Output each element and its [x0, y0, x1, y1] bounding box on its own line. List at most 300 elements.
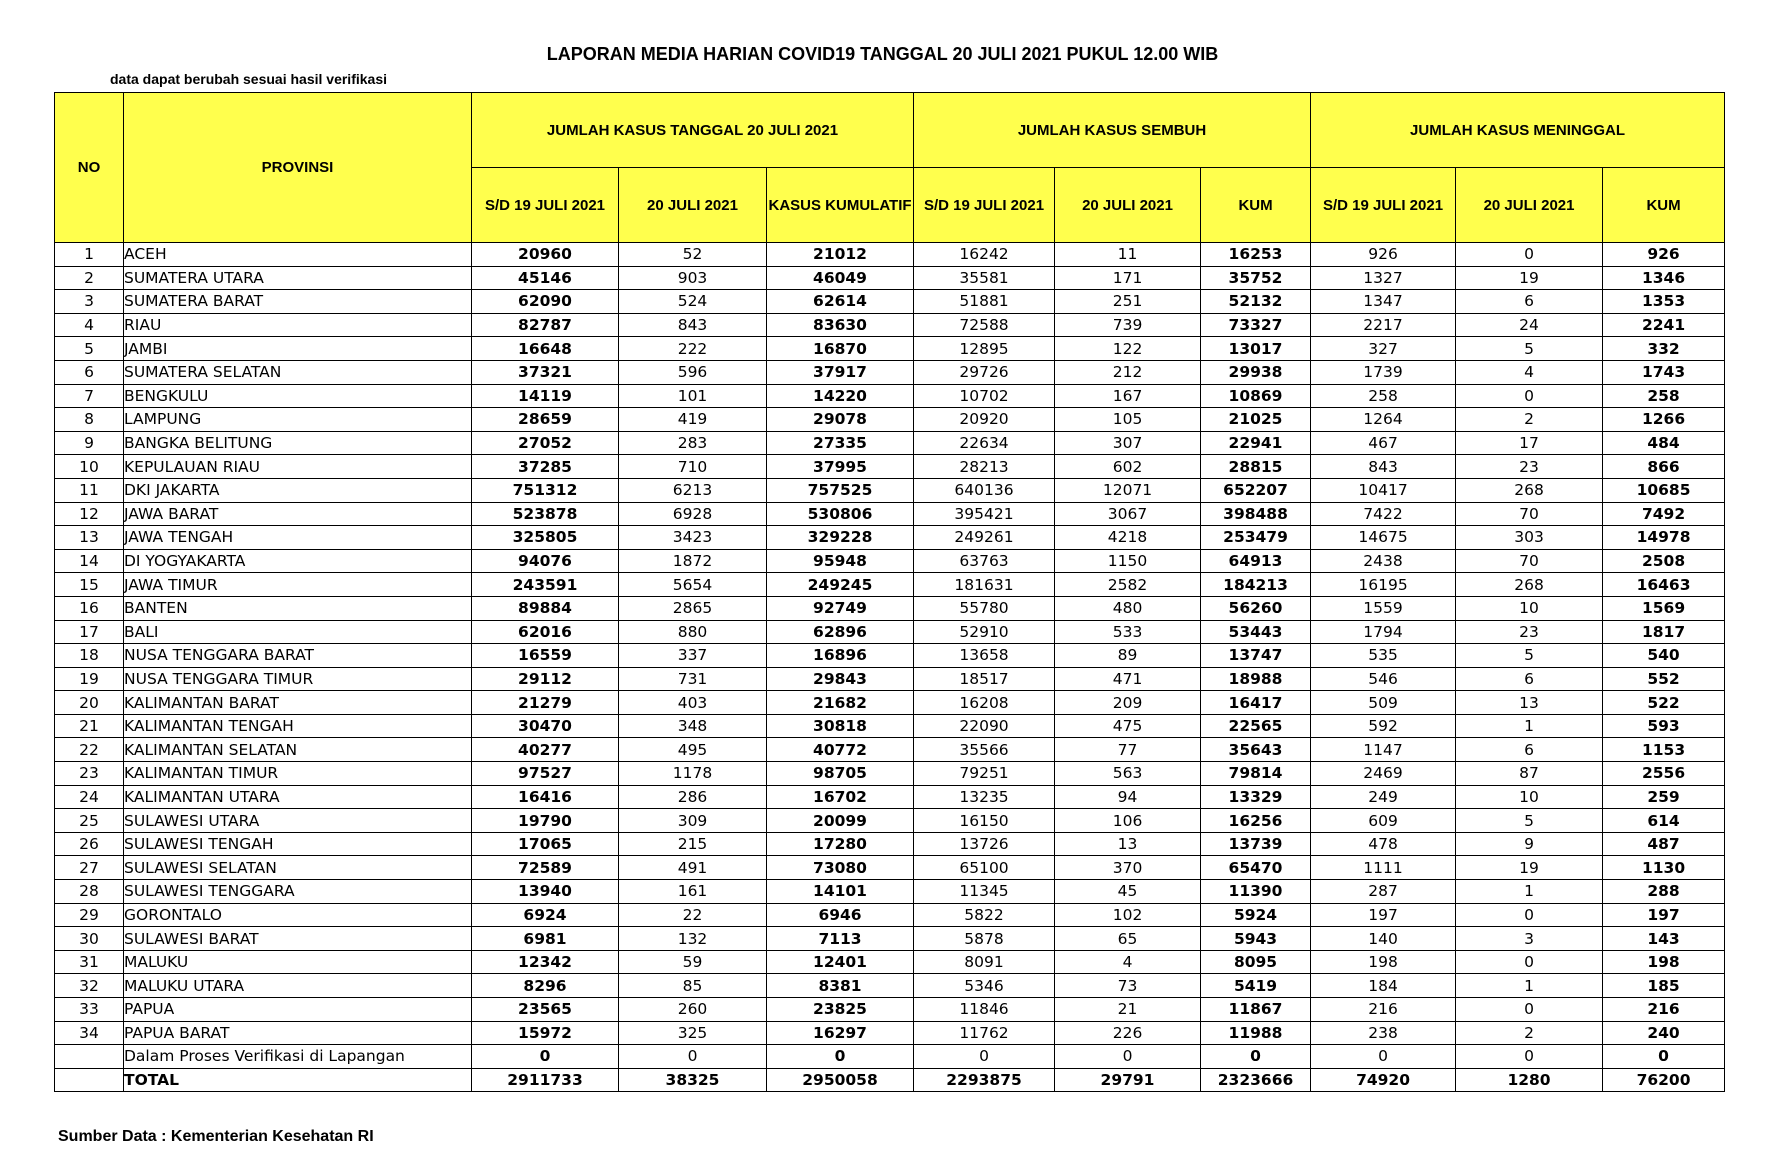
- cell-sembuh-today: 739: [1055, 313, 1201, 337]
- table-body: [55, 243, 1725, 1092]
- cell-meninggal-today: 1: [1456, 880, 1603, 904]
- table-row: [55, 667, 1725, 691]
- cell-kasus-sd: 30470: [472, 714, 619, 738]
- cell-meninggal-sd: 238: [1311, 1021, 1456, 1045]
- cell-sembuh-sd: 18517: [914, 667, 1055, 691]
- cell-sembuh-sd: 11846: [914, 998, 1055, 1022]
- table-row: [55, 762, 1725, 786]
- cell-meninggal-today: 0: [1456, 950, 1603, 974]
- cell-meninggal-kum: 1346: [1603, 266, 1725, 290]
- header-no: NO: [55, 93, 124, 243]
- cell-kasus-sd: 523878: [472, 502, 619, 526]
- cell-meninggal-today: 10: [1456, 596, 1603, 620]
- cell-meninggal-kum: 198: [1603, 950, 1725, 974]
- cell-meninggal-kum: 10685: [1603, 478, 1725, 502]
- cell-kasus-today: 880: [619, 620, 767, 644]
- cell-meninggal-today: 5: [1456, 809, 1603, 833]
- cell-sembuh-sd: 11762: [914, 1021, 1055, 1045]
- cell-sembuh-today: 307: [1055, 431, 1201, 455]
- cell-meninggal-kum: 288: [1603, 880, 1725, 904]
- cell-meninggal-kum: 593: [1603, 714, 1725, 738]
- cell-meninggal-kum: 16463: [1603, 573, 1725, 597]
- table-row: [55, 1045, 1725, 1069]
- header-group-kasus: JUMLAH KASUS TANGGAL 20 JULI 2021: [472, 93, 914, 168]
- cell-kasus-kum: 757525: [767, 478, 914, 502]
- cell-sembuh-today: 3067: [1055, 502, 1201, 526]
- cell-sembuh-sd: 249261: [914, 526, 1055, 550]
- cell-meninggal-sd: 1794: [1311, 620, 1456, 644]
- cell-row-provinsi: LAMPUNG: [124, 408, 472, 432]
- cell-sembuh-sd: 10702: [914, 384, 1055, 408]
- cell-meninggal-sd: 1111: [1311, 856, 1456, 880]
- cell-row-provinsi: JAWA TIMUR: [124, 573, 472, 597]
- cell-kasus-kum: 14101: [767, 880, 914, 904]
- cell-kasus-sd: 37285: [472, 455, 619, 479]
- cell-row-no: 15: [55, 573, 124, 597]
- table-row: [55, 714, 1725, 738]
- table-row: [55, 478, 1725, 502]
- cell-sembuh-sd: 51881: [914, 290, 1055, 314]
- cell-meninggal-today: 70: [1456, 502, 1603, 526]
- cell-row-provinsi: PAPUA: [124, 998, 472, 1022]
- cell-row-no: 21: [55, 714, 124, 738]
- cell-meninggal-today: 10: [1456, 785, 1603, 809]
- cell-sembuh-kum: 8095: [1201, 950, 1311, 974]
- cell-sembuh-today: 122: [1055, 337, 1201, 361]
- cell-meninggal-kum: 1130: [1603, 856, 1725, 880]
- cell-sembuh-kum: 16253: [1201, 243, 1311, 267]
- cell-meninggal-kum: 197: [1603, 903, 1725, 927]
- cell-sembuh-today: 21: [1055, 998, 1201, 1022]
- cell-sembuh-sd: 11345: [914, 880, 1055, 904]
- cell-row-provinsi: PAPUA BARAT: [124, 1021, 472, 1045]
- cell-row-no: 3: [55, 290, 124, 314]
- cell-meninggal-kum: 487: [1603, 832, 1725, 856]
- cell-row-provinsi: BENGKULU: [124, 384, 472, 408]
- cell-kasus-today: 101: [619, 384, 767, 408]
- cell-kasus-today: 3423: [619, 526, 767, 550]
- cell-meninggal-kum: 1266: [1603, 408, 1725, 432]
- cell-sembuh-today: 209: [1055, 691, 1201, 715]
- cell-kasus-sd: 82787: [472, 313, 619, 337]
- table-row: [55, 738, 1725, 762]
- cell-sembuh-today: 471: [1055, 667, 1201, 691]
- header-sembuh-sd: S/D 19 JULI 2021: [914, 168, 1055, 243]
- cell-meninggal-sd: 216: [1311, 998, 1456, 1022]
- cell-sembuh-today: 171: [1055, 266, 1201, 290]
- cell-sembuh-sd: 2293875: [914, 1068, 1055, 1092]
- cell-meninggal-today: 1: [1456, 974, 1603, 998]
- cell-kasus-kum: 17280: [767, 832, 914, 856]
- cell-sembuh-kum: 0: [1201, 1045, 1311, 1069]
- cell-kasus-today: 260: [619, 998, 767, 1022]
- cell-row-provinsi: SULAWESI TENGAH: [124, 832, 472, 856]
- cell-meninggal-sd: 14675: [1311, 526, 1456, 550]
- cell-meninggal-sd: 0: [1311, 1045, 1456, 1069]
- cell-meninggal-sd: 198: [1311, 950, 1456, 974]
- cell-row-no: 22: [55, 738, 124, 762]
- cell-meninggal-today: 87: [1456, 762, 1603, 786]
- cell-sembuh-kum: 184213: [1201, 573, 1311, 597]
- cell-sembuh-sd: 79251: [914, 762, 1055, 786]
- cell-kasus-kum: 98705: [767, 762, 914, 786]
- cell-meninggal-sd: 184: [1311, 974, 1456, 998]
- cell-row-provinsi: DKI JAKARTA: [124, 478, 472, 502]
- cell-sembuh-today: 105: [1055, 408, 1201, 432]
- cell-meninggal-kum: 258: [1603, 384, 1725, 408]
- cell-meninggal-today: 13: [1456, 691, 1603, 715]
- cell-meninggal-sd: 74920: [1311, 1068, 1456, 1092]
- cell-kasus-kum: 29078: [767, 408, 914, 432]
- cell-kasus-kum: 20099: [767, 809, 914, 833]
- cell-sembuh-kum: 28815: [1201, 455, 1311, 479]
- cell-kasus-today: 309: [619, 809, 767, 833]
- table-row: [55, 644, 1725, 668]
- cell-kasus-today: 710: [619, 455, 767, 479]
- cell-kasus-today: 52: [619, 243, 767, 267]
- cell-sembuh-kum: 22565: [1201, 714, 1311, 738]
- cell-kasus-today: 491: [619, 856, 767, 880]
- cell-row-provinsi: KALIMANTAN BARAT: [124, 691, 472, 715]
- covid-report-table: [54, 92, 1725, 1092]
- cell-sembuh-today: 106: [1055, 809, 1201, 833]
- cell-kasus-kum: 73080: [767, 856, 914, 880]
- report-title: LAPORAN MEDIA HARIAN COVID19 TANGGAL 20 JULI 2021 PUKUL 12.00 WIB: [546, 44, 1219, 64]
- cell-sembuh-kum: 2323666: [1201, 1068, 1311, 1092]
- cell-sembuh-sd: 16242: [914, 243, 1055, 267]
- cell-kasus-kum: 6946: [767, 903, 914, 927]
- cell-sembuh-kum: 13747: [1201, 644, 1311, 668]
- cell-sembuh-kum: 5943: [1201, 927, 1311, 951]
- cell-sembuh-today: 212: [1055, 360, 1201, 384]
- cell-sembuh-today: 0: [1055, 1045, 1201, 1069]
- cell-sembuh-today: 370: [1055, 856, 1201, 880]
- cell-row-no: 4: [55, 313, 124, 337]
- cell-meninggal-sd: 7422: [1311, 502, 1456, 526]
- cell-meninggal-sd: 1739: [1311, 360, 1456, 384]
- cell-kasus-today: 222: [619, 337, 767, 361]
- cell-kasus-today: 6928: [619, 502, 767, 526]
- cell-meninggal-kum: 2556: [1603, 762, 1725, 786]
- cell-kasus-sd: 14119: [472, 384, 619, 408]
- cell-sembuh-today: 533: [1055, 620, 1201, 644]
- cell-meninggal-kum: 2241: [1603, 313, 1725, 337]
- cell-kasus-kum: 37995: [767, 455, 914, 479]
- cell-sembuh-today: 89: [1055, 644, 1201, 668]
- cell-meninggal-kum: 14978: [1603, 526, 1725, 550]
- cell-meninggal-today: 23: [1456, 620, 1603, 644]
- cell-row-provinsi: Dalam Proses Verifikasi di Lapangan: [124, 1045, 472, 1069]
- cell-sembuh-sd: 55780: [914, 596, 1055, 620]
- cell-row-no: 32: [55, 974, 124, 998]
- table-row: [55, 596, 1725, 620]
- cell-row-no: 34: [55, 1021, 124, 1045]
- cell-meninggal-kum: 552: [1603, 667, 1725, 691]
- table-row: [55, 431, 1725, 455]
- cell-sembuh-kum: 22941: [1201, 431, 1311, 455]
- cell-kasus-kum: 0: [767, 1045, 914, 1069]
- cell-sembuh-today: 1150: [1055, 549, 1201, 573]
- cell-meninggal-sd: 467: [1311, 431, 1456, 455]
- table-row: [55, 313, 1725, 337]
- cell-row-no: 20: [55, 691, 124, 715]
- cell-meninggal-today: 2: [1456, 408, 1603, 432]
- cell-row-provinsi: RIAU: [124, 313, 472, 337]
- header-sembuh-kum: KUM: [1201, 168, 1311, 243]
- cell-meninggal-today: 1: [1456, 714, 1603, 738]
- cell-sembuh-today: 226: [1055, 1021, 1201, 1045]
- cell-row-no: 29: [55, 903, 124, 927]
- cell-meninggal-today: 268: [1456, 478, 1603, 502]
- cell-row-provinsi: TOTAL: [124, 1068, 472, 1092]
- cell-kasus-today: 85: [619, 974, 767, 998]
- cell-kasus-today: 325: [619, 1021, 767, 1045]
- cell-meninggal-today: 19: [1456, 856, 1603, 880]
- cell-row-provinsi: KALIMANTAN SELATAN: [124, 738, 472, 762]
- header-meninggal-sd: S/D 19 JULI 2021: [1311, 168, 1456, 243]
- table-row: [55, 384, 1725, 408]
- cell-meninggal-today: 70: [1456, 549, 1603, 573]
- cell-meninggal-kum: 1817: [1603, 620, 1725, 644]
- cell-sembuh-today: 4218: [1055, 526, 1201, 550]
- cell-sembuh-kum: 52132: [1201, 290, 1311, 314]
- cell-kasus-kum: 16297: [767, 1021, 914, 1045]
- cell-kasus-kum: 16870: [767, 337, 914, 361]
- cell-kasus-today: 903: [619, 266, 767, 290]
- cell-meninggal-today: 303: [1456, 526, 1603, 550]
- table-row: [55, 455, 1725, 479]
- cell-sembuh-kum: 398488: [1201, 502, 1311, 526]
- cell-sembuh-kum: 5419: [1201, 974, 1311, 998]
- cell-kasus-today: 596: [619, 360, 767, 384]
- cell-meninggal-today: 268: [1456, 573, 1603, 597]
- cell-kasus-today: 337: [619, 644, 767, 668]
- table-row: [55, 998, 1725, 1022]
- cell-row-no: [55, 1068, 124, 1092]
- cell-sembuh-sd: 5346: [914, 974, 1055, 998]
- cell-row-provinsi: BALI: [124, 620, 472, 644]
- cell-sembuh-kum: 16417: [1201, 691, 1311, 715]
- cell-meninggal-sd: 258: [1311, 384, 1456, 408]
- cell-sembuh-sd: 28213: [914, 455, 1055, 479]
- header-group-meninggal: JUMLAH KASUS MENINGGAL: [1311, 93, 1725, 168]
- cell-kasus-kum: 16702: [767, 785, 914, 809]
- cell-kasus-sd: 243591: [472, 573, 619, 597]
- cell-row-no: 19: [55, 667, 124, 691]
- cell-kasus-kum: 46049: [767, 266, 914, 290]
- cell-meninggal-today: 0: [1456, 903, 1603, 927]
- cell-row-no: 28: [55, 880, 124, 904]
- cell-row-no: 33: [55, 998, 124, 1022]
- cell-sembuh-today: 12071: [1055, 478, 1201, 502]
- cell-kasus-today: 348: [619, 714, 767, 738]
- cell-meninggal-sd: 478: [1311, 832, 1456, 856]
- cell-kasus-kum: 83630: [767, 313, 914, 337]
- cell-row-no: 24: [55, 785, 124, 809]
- cell-row-provinsi: ACEH: [124, 243, 472, 267]
- cell-row-provinsi: BANTEN: [124, 596, 472, 620]
- cell-meninggal-sd: 287: [1311, 880, 1456, 904]
- cell-kasus-kum: 249245: [767, 573, 914, 597]
- cell-sembuh-today: 13: [1055, 832, 1201, 856]
- cell-sembuh-sd: 181631: [914, 573, 1055, 597]
- table-row: [55, 927, 1725, 951]
- cell-sembuh-today: 480: [1055, 596, 1201, 620]
- cell-meninggal-kum: 522: [1603, 691, 1725, 715]
- cell-kasus-kum: 2950058: [767, 1068, 914, 1092]
- cell-row-no: 23: [55, 762, 124, 786]
- cell-kasus-sd: 21279: [472, 691, 619, 715]
- cell-row-no: 5: [55, 337, 124, 361]
- cell-sembuh-kum: 79814: [1201, 762, 1311, 786]
- cell-kasus-today: 286: [619, 785, 767, 809]
- cell-sembuh-sd: 35581: [914, 266, 1055, 290]
- cell-sembuh-kum: 13739: [1201, 832, 1311, 856]
- cell-kasus-sd: 62016: [472, 620, 619, 644]
- cell-sembuh-today: 2582: [1055, 573, 1201, 597]
- cell-meninggal-sd: 592: [1311, 714, 1456, 738]
- cell-sembuh-sd: 22634: [914, 431, 1055, 455]
- cell-row-no: 11: [55, 478, 124, 502]
- cell-meninggal-sd: 1147: [1311, 738, 1456, 762]
- cell-sembuh-today: 11: [1055, 243, 1201, 267]
- cell-kasus-sd: 325805: [472, 526, 619, 550]
- cell-sembuh-sd: 22090: [914, 714, 1055, 738]
- cell-sembuh-kum: 11390: [1201, 880, 1311, 904]
- table-row: [55, 573, 1725, 597]
- cell-kasus-kum: 37917: [767, 360, 914, 384]
- cell-sembuh-kum: 64913: [1201, 549, 1311, 573]
- cell-meninggal-kum: 216: [1603, 998, 1725, 1022]
- cell-meninggal-sd: 1264: [1311, 408, 1456, 432]
- cell-row-no: 7: [55, 384, 124, 408]
- cell-meninggal-today: 1280: [1456, 1068, 1603, 1092]
- cell-meninggal-kum: 185: [1603, 974, 1725, 998]
- cell-row-no: 31: [55, 950, 124, 974]
- cell-row-provinsi: BANGKA BELITUNG: [124, 431, 472, 455]
- cell-kasus-sd: 19790: [472, 809, 619, 833]
- table-row: [55, 337, 1725, 361]
- cell-sembuh-kum: 73327: [1201, 313, 1311, 337]
- cell-kasus-kum: 62614: [767, 290, 914, 314]
- cell-sembuh-kum: 35752: [1201, 266, 1311, 290]
- cell-kasus-sd: 28659: [472, 408, 619, 432]
- cell-meninggal-kum: 614: [1603, 809, 1725, 833]
- cell-row-provinsi: SULAWESI BARAT: [124, 927, 472, 951]
- cell-sembuh-kum: 11988: [1201, 1021, 1311, 1045]
- cell-meninggal-sd: 197: [1311, 903, 1456, 927]
- cell-kasus-today: 6213: [619, 478, 767, 502]
- cell-row-no: 27: [55, 856, 124, 880]
- cell-kasus-today: 403: [619, 691, 767, 715]
- cell-kasus-kum: 530806: [767, 502, 914, 526]
- cell-sembuh-today: 29791: [1055, 1068, 1201, 1092]
- cell-kasus-today: 419: [619, 408, 767, 432]
- cell-meninggal-today: 23: [1456, 455, 1603, 479]
- cell-kasus-today: 524: [619, 290, 767, 314]
- cell-kasus-kum: 27335: [767, 431, 914, 455]
- cell-sembuh-kum: 11867: [1201, 998, 1311, 1022]
- table-row: [55, 408, 1725, 432]
- cell-row-no: 2: [55, 266, 124, 290]
- cell-meninggal-kum: 259: [1603, 785, 1725, 809]
- cell-kasus-today: 283: [619, 431, 767, 455]
- cell-meninggal-today: 3: [1456, 927, 1603, 951]
- cell-meninggal-sd: 609: [1311, 809, 1456, 833]
- cell-sembuh-sd: 13658: [914, 644, 1055, 668]
- cell-kasus-kum: 95948: [767, 549, 914, 573]
- cell-sembuh-sd: 640136: [914, 478, 1055, 502]
- cell-kasus-kum: 8381: [767, 974, 914, 998]
- cell-row-provinsi: KALIMANTAN TIMUR: [124, 762, 472, 786]
- cell-meninggal-today: 6: [1456, 290, 1603, 314]
- cell-kasus-sd: 20960: [472, 243, 619, 267]
- cell-kasus-today: 495: [619, 738, 767, 762]
- cell-meninggal-kum: 76200: [1603, 1068, 1725, 1092]
- cell-row-provinsi: NUSA TENGGARA TIMUR: [124, 667, 472, 691]
- cell-kasus-sd: 45146: [472, 266, 619, 290]
- cell-kasus-sd: 12342: [472, 950, 619, 974]
- cell-kasus-kum: 29843: [767, 667, 914, 691]
- cell-kasus-today: 843: [619, 313, 767, 337]
- cell-meninggal-today: 5: [1456, 644, 1603, 668]
- cell-kasus-kum: 62896: [767, 620, 914, 644]
- cell-sembuh-kum: 29938: [1201, 360, 1311, 384]
- cell-sembuh-today: 167: [1055, 384, 1201, 408]
- cell-sembuh-kum: 35643: [1201, 738, 1311, 762]
- cell-kasus-kum: 23825: [767, 998, 914, 1022]
- cell-kasus-sd: 27052: [472, 431, 619, 455]
- cell-row-provinsi: JAWA BARAT: [124, 502, 472, 526]
- cell-row-no: 14: [55, 549, 124, 573]
- cell-meninggal-today: 6: [1456, 667, 1603, 691]
- table-row: [55, 974, 1725, 998]
- cell-sembuh-sd: 20920: [914, 408, 1055, 432]
- cell-kasus-today: 1872: [619, 549, 767, 573]
- cell-kasus-today: 161: [619, 880, 767, 904]
- cell-meninggal-sd: 2469: [1311, 762, 1456, 786]
- cell-meninggal-sd: 843: [1311, 455, 1456, 479]
- cell-kasus-today: 0: [619, 1045, 767, 1069]
- cell-kasus-sd: 37321: [472, 360, 619, 384]
- cell-kasus-today: 2865: [619, 596, 767, 620]
- cell-row-no: 25: [55, 809, 124, 833]
- verification-note: data dapat berubah sesuai hasil verifikasi: [110, 71, 387, 87]
- cell-meninggal-kum: 866: [1603, 455, 1725, 479]
- cell-meninggal-kum: 1353: [1603, 290, 1725, 314]
- cell-meninggal-today: 4: [1456, 360, 1603, 384]
- cell-meninggal-kum: 926: [1603, 243, 1725, 267]
- cell-meninggal-kum: 2508: [1603, 549, 1725, 573]
- cell-meninggal-sd: 1327: [1311, 266, 1456, 290]
- cell-row-provinsi: SUMATERA BARAT: [124, 290, 472, 314]
- cell-kasus-sd: 23565: [472, 998, 619, 1022]
- cell-sembuh-sd: 13235: [914, 785, 1055, 809]
- cell-kasus-sd: 16416: [472, 785, 619, 809]
- cell-kasus-kum: 40772: [767, 738, 914, 762]
- table-row: [55, 903, 1725, 927]
- cell-row-provinsi: KEPULAUAN RIAU: [124, 455, 472, 479]
- cell-meninggal-today: 19: [1456, 266, 1603, 290]
- header-provinsi: PROVINSI: [124, 93, 472, 243]
- cell-kasus-kum: 92749: [767, 596, 914, 620]
- cell-kasus-sd: 15972: [472, 1021, 619, 1045]
- cell-meninggal-sd: 509: [1311, 691, 1456, 715]
- cell-meninggal-today: 6: [1456, 738, 1603, 762]
- cell-meninggal-today: 0: [1456, 1045, 1603, 1069]
- cell-row-no: 6: [55, 360, 124, 384]
- cell-sembuh-today: 94: [1055, 785, 1201, 809]
